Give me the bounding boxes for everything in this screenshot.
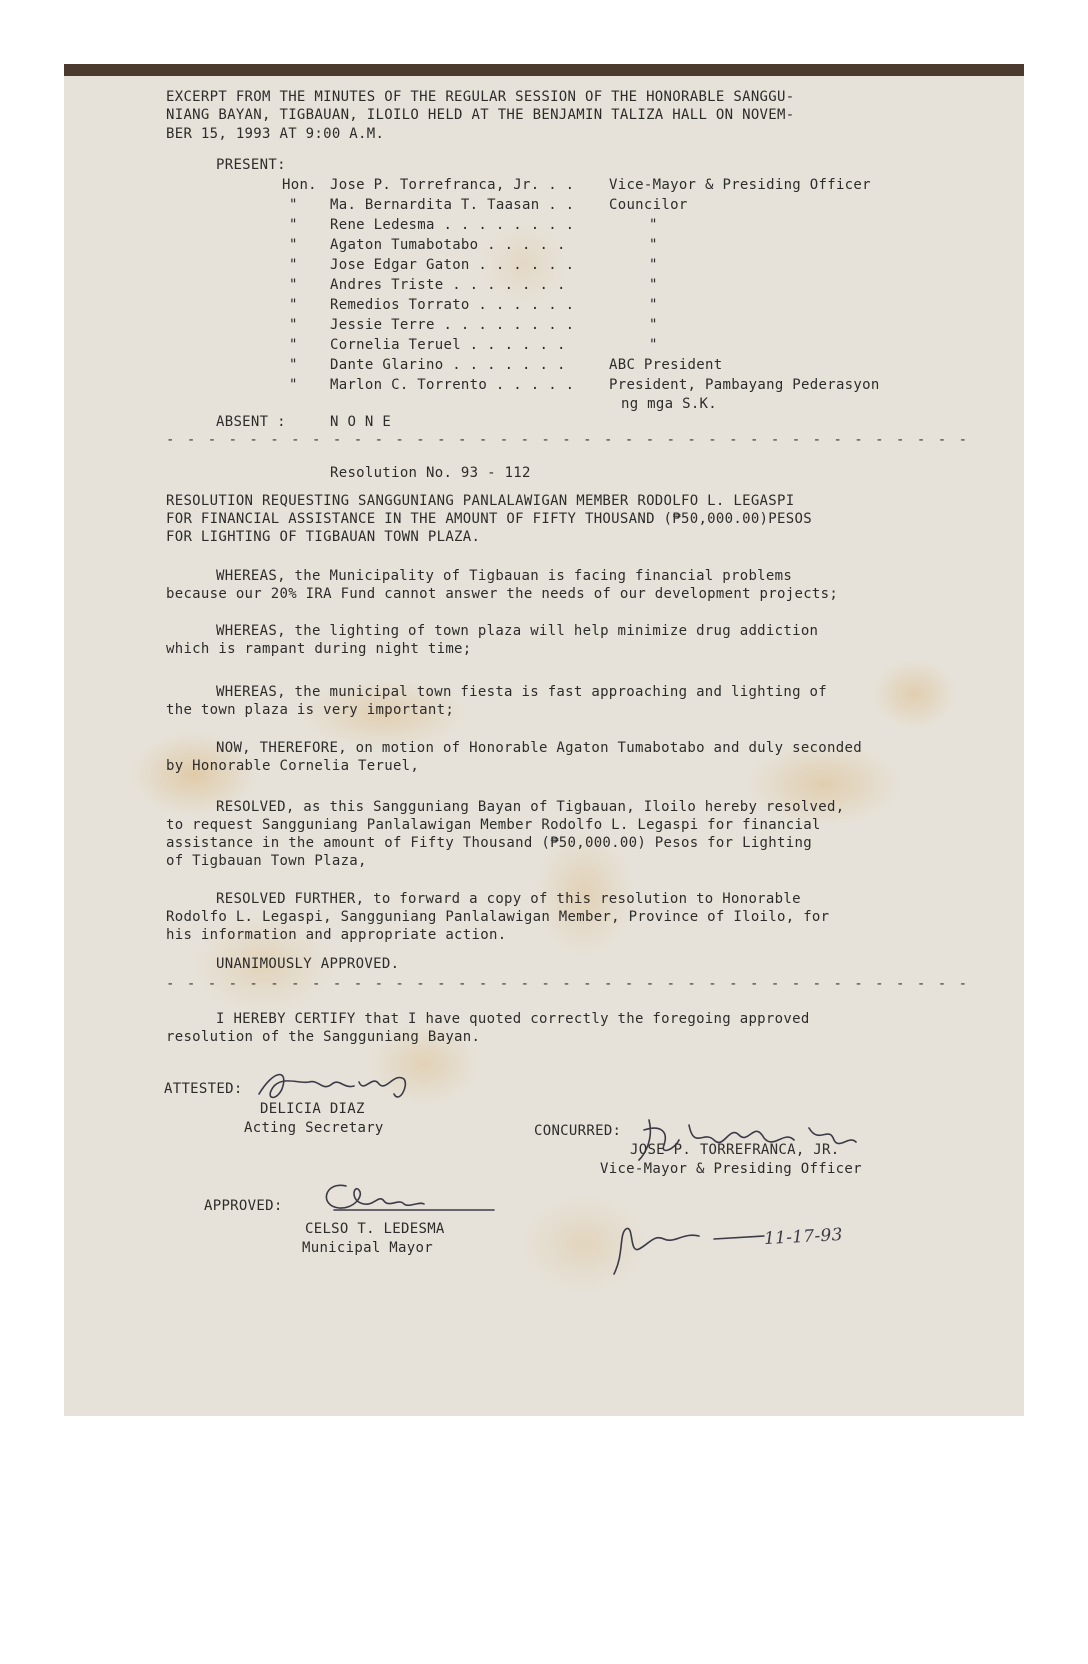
whereas-2-line: which is rampant during night time;	[166, 641, 472, 657]
member-name: Ma. Bernardita T. Taasan . .	[330, 197, 575, 213]
member-name: Jose Edgar Gaton . . . . . .	[330, 257, 575, 273]
resolved-line: assistance in the amount of Fifty Thousand (₱50,000.00) Pesos for Lighting	[166, 835, 812, 851]
separator-line: - - - - - - - - - - - - - - - - - - - - - - - - - - - - - - - - - - - - - - -	[166, 976, 970, 992]
member-name: Jessie Terre . . . . . . . .	[330, 317, 575, 333]
member-position: "	[649, 297, 658, 313]
member-name: Rene Ledesma . . . . . . . .	[330, 217, 575, 233]
attested-name: DELICIA DIAZ	[260, 1101, 365, 1117]
whereas-3-line: WHEREAS, the municipal town fiesta is fast approaching and lighting of	[216, 684, 828, 700]
now-therefore-line: by Honorable Cornelia Teruel,	[166, 758, 420, 774]
certify-line: resolution of the Sangguniang Bayan.	[166, 1029, 481, 1045]
handwritten-initials	[604, 1214, 774, 1284]
member-position-cont: ng mga S.K.	[621, 396, 718, 412]
concurred-name: JOSE P. TORREFRANCA, JR.	[630, 1142, 840, 1158]
member-prefix: Hon.	[282, 177, 317, 193]
member-position: "	[649, 217, 658, 233]
member-position: President, Pambayang Pederasyon	[609, 377, 880, 393]
absent-label: ABSENT :	[216, 414, 286, 430]
paper-top-edge	[64, 64, 1024, 76]
approved-signature	[314, 1176, 504, 1216]
absent-value: N O N E	[330, 414, 392, 430]
separator-line: - - - - - - - - - - - - - - - - - - - - - - - - - - - - - - - - - - - - - - -	[166, 432, 970, 448]
member-position: "	[649, 317, 658, 333]
member-position: Councilor	[609, 197, 688, 213]
member-prefix: "	[289, 357, 298, 373]
member-position: Vice-Mayor & Presiding Officer	[609, 177, 871, 193]
member-name: Cornelia Teruel . . . . . .	[330, 337, 566, 353]
member-position: ABC President	[609, 357, 723, 373]
member-name: Remedios Torrato . . . . . .	[330, 297, 575, 313]
header-line-2: NIANG BAYAN, TIGBAUAN, ILOILO HELD AT THE BENJAMIN TALIZA HALL ON NOVEM-	[166, 107, 795, 123]
resolution-title-line: FOR FINANCIAL ASSISTANCE IN THE AMOUNT OF FIFTY THOUSAND (₱50,000.00)PESOS	[166, 511, 812, 527]
attested-title: Acting Secretary	[244, 1120, 384, 1136]
member-prefix: "	[289, 297, 298, 313]
whereas-3-line: the town plaza is very important;	[166, 702, 455, 718]
member-name: Dante Glarino . . . . . . .	[330, 357, 566, 373]
member-name: Jose P. Torrefranca, Jr. . .	[330, 177, 575, 193]
member-prefix: "	[289, 337, 298, 353]
member-name: Agaton Tumabotabo . . . . .	[330, 237, 566, 253]
member-position: "	[649, 237, 658, 253]
attested-label: ATTESTED:	[164, 1081, 243, 1097]
approved-title: Municipal Mayor	[302, 1240, 433, 1256]
member-prefix: "	[289, 197, 298, 213]
member-name: Andres Triste . . . . . . .	[330, 277, 566, 293]
concurred-label: CONCURRED:	[534, 1123, 622, 1139]
now-therefore-line: NOW, THEREFORE, on motion of Honorable Agaton Tumabotabo and duly seconded	[216, 740, 862, 756]
resolution-title-line: FOR LIGHTING OF TIGBAUAN TOWN PLAZA.	[166, 529, 481, 545]
resolved-line: to request Sangguniang Panlalawigan Member Rodolfo L. Legaspi for financial	[166, 817, 821, 833]
unanimously-approved: UNANIMOUSLY APPROVED.	[216, 956, 400, 972]
member-prefix: "	[289, 217, 298, 233]
resolved-further-line: Rodolfo L. Legaspi, Sangguniang Panlalawigan Member, Province of Iloilo, for	[166, 909, 830, 925]
member-position: "	[649, 257, 658, 273]
member-prefix: "	[289, 237, 298, 253]
resolution-number: Resolution No. 93 - 112	[330, 465, 531, 481]
approved-label: APPROVED:	[204, 1198, 283, 1214]
member-prefix: "	[289, 257, 298, 273]
approved-name: CELSO T. LEDESMA	[305, 1221, 445, 1237]
resolved-line: RESOLVED, as this Sangguniang Bayan of Tigbauan, Iloilo hereby resolved,	[216, 799, 845, 815]
whereas-1-line: WHEREAS, the Municipality of Tigbauan is facing financial problems	[216, 568, 793, 584]
member-prefix: "	[289, 317, 298, 333]
resolved-further-line: RESOLVED FURTHER, to forward a copy of this resolution to Honorable	[216, 891, 801, 907]
header-line-1: EXCERPT FROM THE MINUTES OF THE REGULAR SESSION OF THE HONORABLE SANGGU-	[166, 89, 795, 105]
resolution-title-line: RESOLUTION REQUESTING SANGGUNIANG PANLALAWIGAN MEMBER RODOLFO L. LEGASPI	[166, 493, 795, 509]
certify-line: I HEREBY CERTIFY that I have quoted correctly the foregoing approved	[216, 1011, 810, 1027]
resolved-further-line: his information and appropriate action.	[166, 927, 507, 943]
member-name: Marlon C. Torrento . . . . .	[330, 377, 575, 393]
whereas-1-line: because our 20% IRA Fund cannot answer the needs of our development projects;	[166, 586, 839, 602]
document-sheet	[64, 64, 1024, 1416]
member-prefix: "	[289, 377, 298, 393]
member-position: "	[649, 337, 658, 353]
present-label: PRESENT:	[216, 157, 286, 173]
whereas-2-line: WHEREAS, the lighting of town plaza will help minimize drug addiction	[216, 623, 819, 639]
concurred-title: Vice-Mayor & Presiding Officer	[600, 1161, 862, 1177]
member-position: "	[649, 277, 658, 293]
header-line-3: BER 15, 1993 AT 9:00 A.M.	[166, 126, 385, 142]
member-prefix: "	[289, 277, 298, 293]
handwritten-date: 11-17-93	[763, 1224, 844, 1250]
resolved-line: of Tigbauan Town Plaza,	[166, 853, 367, 869]
